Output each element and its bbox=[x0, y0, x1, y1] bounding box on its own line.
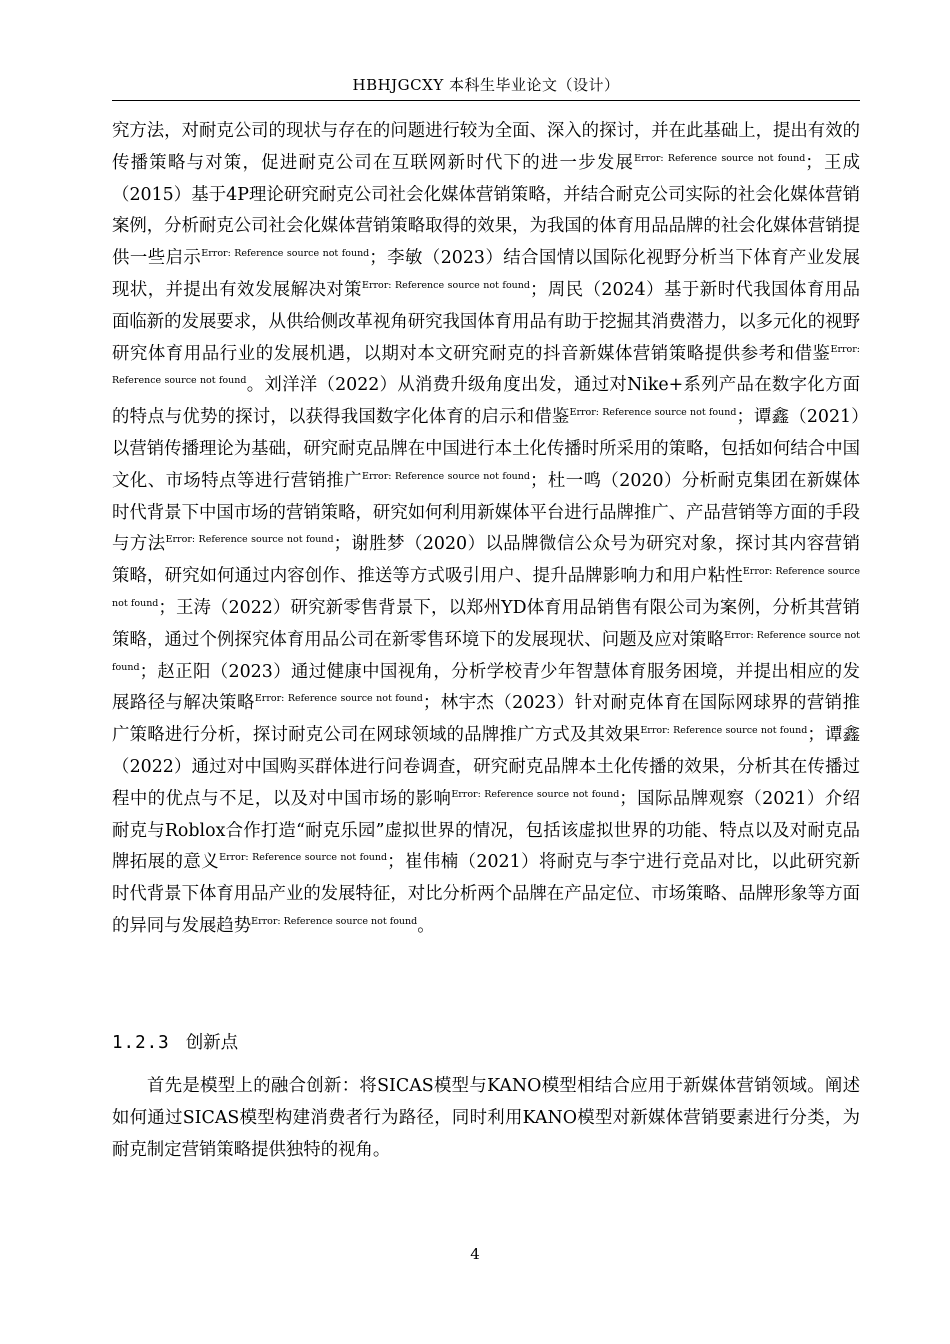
citation-error: Error: Reference source not found bbox=[201, 248, 370, 260]
section-title: 创新点 bbox=[185, 1033, 239, 1053]
text-segment: 。刘洋洋（2022）从消费升级角度出发，通过对Nike+系列产品在数字化方面的特点与优势的探讨，以获得我国数字化体育的启示和借鉴 bbox=[112, 375, 860, 428]
text-segment: 究方法，对耐克公司的现状与存在的问题进行较为全面、深入的探讨，并在此基础上，提出有效的传播策略与对策，促进耐克公司在互联网新时代下的进一步发展 bbox=[112, 121, 860, 173]
citation-error: Error: Reference source not found bbox=[640, 725, 808, 737]
text-segment: ；周民（2024）基于新时代我国体育用品面临新的发展要求，从供给侧改革视角研究我国体育用品有助于挖掘其消费潜力，以多元化的视野研究体育用品行业的发展机遇，以期对本文研究耐克的抖音新媒体营销策略提供参考和借鉴 bbox=[112, 279, 860, 364]
text-segment: ；谭鑫（2021）以营销传播理论为基础，研究耐克品牌在中国进行本土化传播时所采用的策略，包括如何结合中国文化、市场特点等进行营销推广 bbox=[112, 407, 860, 491]
citation-error: Error: Reference source not found bbox=[569, 407, 737, 419]
text-segment: ；王成（2015）基于4P理论研究耐克公司社会化媒体营销策略，并结合耐克公司实际的社会化媒体营销案例，分析耐克公司社会化媒体营销策略取得的效果，为我国的体育用品品牌的社会化媒体营销提供一些启示 bbox=[112, 152, 860, 269]
citation-error: Error: Reference source not found bbox=[451, 788, 620, 800]
text-segment: ；崔伟楠（2021）将耐克与李宁进行竞品对比，以此研究新时代背景下体育用品产业的发展特征，对比分析两个品牌在产品定位、市场策略、品牌形象等方面的异同与发展趋势 bbox=[112, 852, 860, 936]
section-number: 1.2.3 bbox=[112, 1033, 170, 1053]
text-segment: ；李敏（2023）结合国情以国际化视野分析当下体育产业发展现状，并提出有效发展解决对策 bbox=[112, 248, 860, 300]
citation-error: Error: Reference source not found bbox=[112, 343, 860, 387]
text-segment: ；谢胜梦（2020）以品牌微信公众号为研究对象，探讨其内容营销策略，研究如何通过内容创作、推送等方式吸引用户、提升品牌影响力和用户粘性 bbox=[112, 534, 860, 587]
section-heading bbox=[112, 1029, 238, 1054]
citation-error: Error: Reference source not found bbox=[165, 534, 334, 546]
citation-error: Error: Reference source not found bbox=[634, 152, 806, 164]
citation-error: Error: Reference source not found bbox=[254, 693, 423, 705]
text-segment: ；谭鑫（2022）通过对中国购买群体进行问卷调查，研究耐克品牌本土化传播的效果，分析其在传播过程中的优点与不足，以及对中国市场的影响 bbox=[112, 725, 860, 809]
citation-error: Error: Reference source not found bbox=[112, 566, 860, 609]
text-segment: ；赵正阳（2023）通过健康中国视角，分析学校青少年智慧体育服务困境，并提出相应的发展路径与解决策略 bbox=[112, 661, 860, 714]
citation-error: Error: Reference source not found bbox=[112, 629, 860, 673]
citation-error: Error: Reference source not found bbox=[362, 470, 530, 482]
text-segment: ；林宇杰（2023）针对耐克体育在国际网球界的营销推广策略进行分析，探讨耐克公司在网球领域的品牌推广方式及其效果 bbox=[112, 693, 860, 746]
text-segment: ；国际品牌观察（2021）介绍耐克与Roblox合作打造“耐克乐园”虚拟世界的情况，包括该虚拟世界的功能、特点以及对耐克品牌拓展的意义 bbox=[112, 788, 860, 873]
page-header: HBHJGCXY 本科生毕业论文（设计） bbox=[352, 76, 620, 94]
page-number: 4 bbox=[470, 1245, 480, 1263]
literature-review-paragraph bbox=[112, 116, 860, 943]
text-segment: ；王涛（2022）研究新零售背景下，以郑州YD体育用品销售有限公司为案例，分析其营销策略，通过个例探究体育用品公司在新零售环境下的发展现状、问题及应对策略 bbox=[112, 597, 860, 650]
text-segment: ；杜一鸣（2020）分析耐克集团在新媒体时代背景下中国市场的营销策略，研究如何利用新媒体平台进行品牌推广、产品营销等方面的手段与方法 bbox=[112, 470, 860, 555]
citation-error: Error: Reference source not found bbox=[251, 915, 418, 927]
citation-error: Error: Reference source not found bbox=[219, 852, 388, 864]
text-segment: 。 bbox=[417, 915, 435, 936]
header-rule bbox=[112, 100, 860, 101]
innovation-paragraph: 首先是模型上的融合创新：将SICAS模型与KANO模型相结合应用于新媒体营销领域。阐述如何通过SICAS模型构建消费者行为路径，同时利用KANO模型对新媒体营销要素进行分类，为耐克制定营销策略提供独特的视角。 bbox=[112, 1076, 860, 1160]
citation-error: Error: Reference source not found bbox=[362, 279, 530, 291]
